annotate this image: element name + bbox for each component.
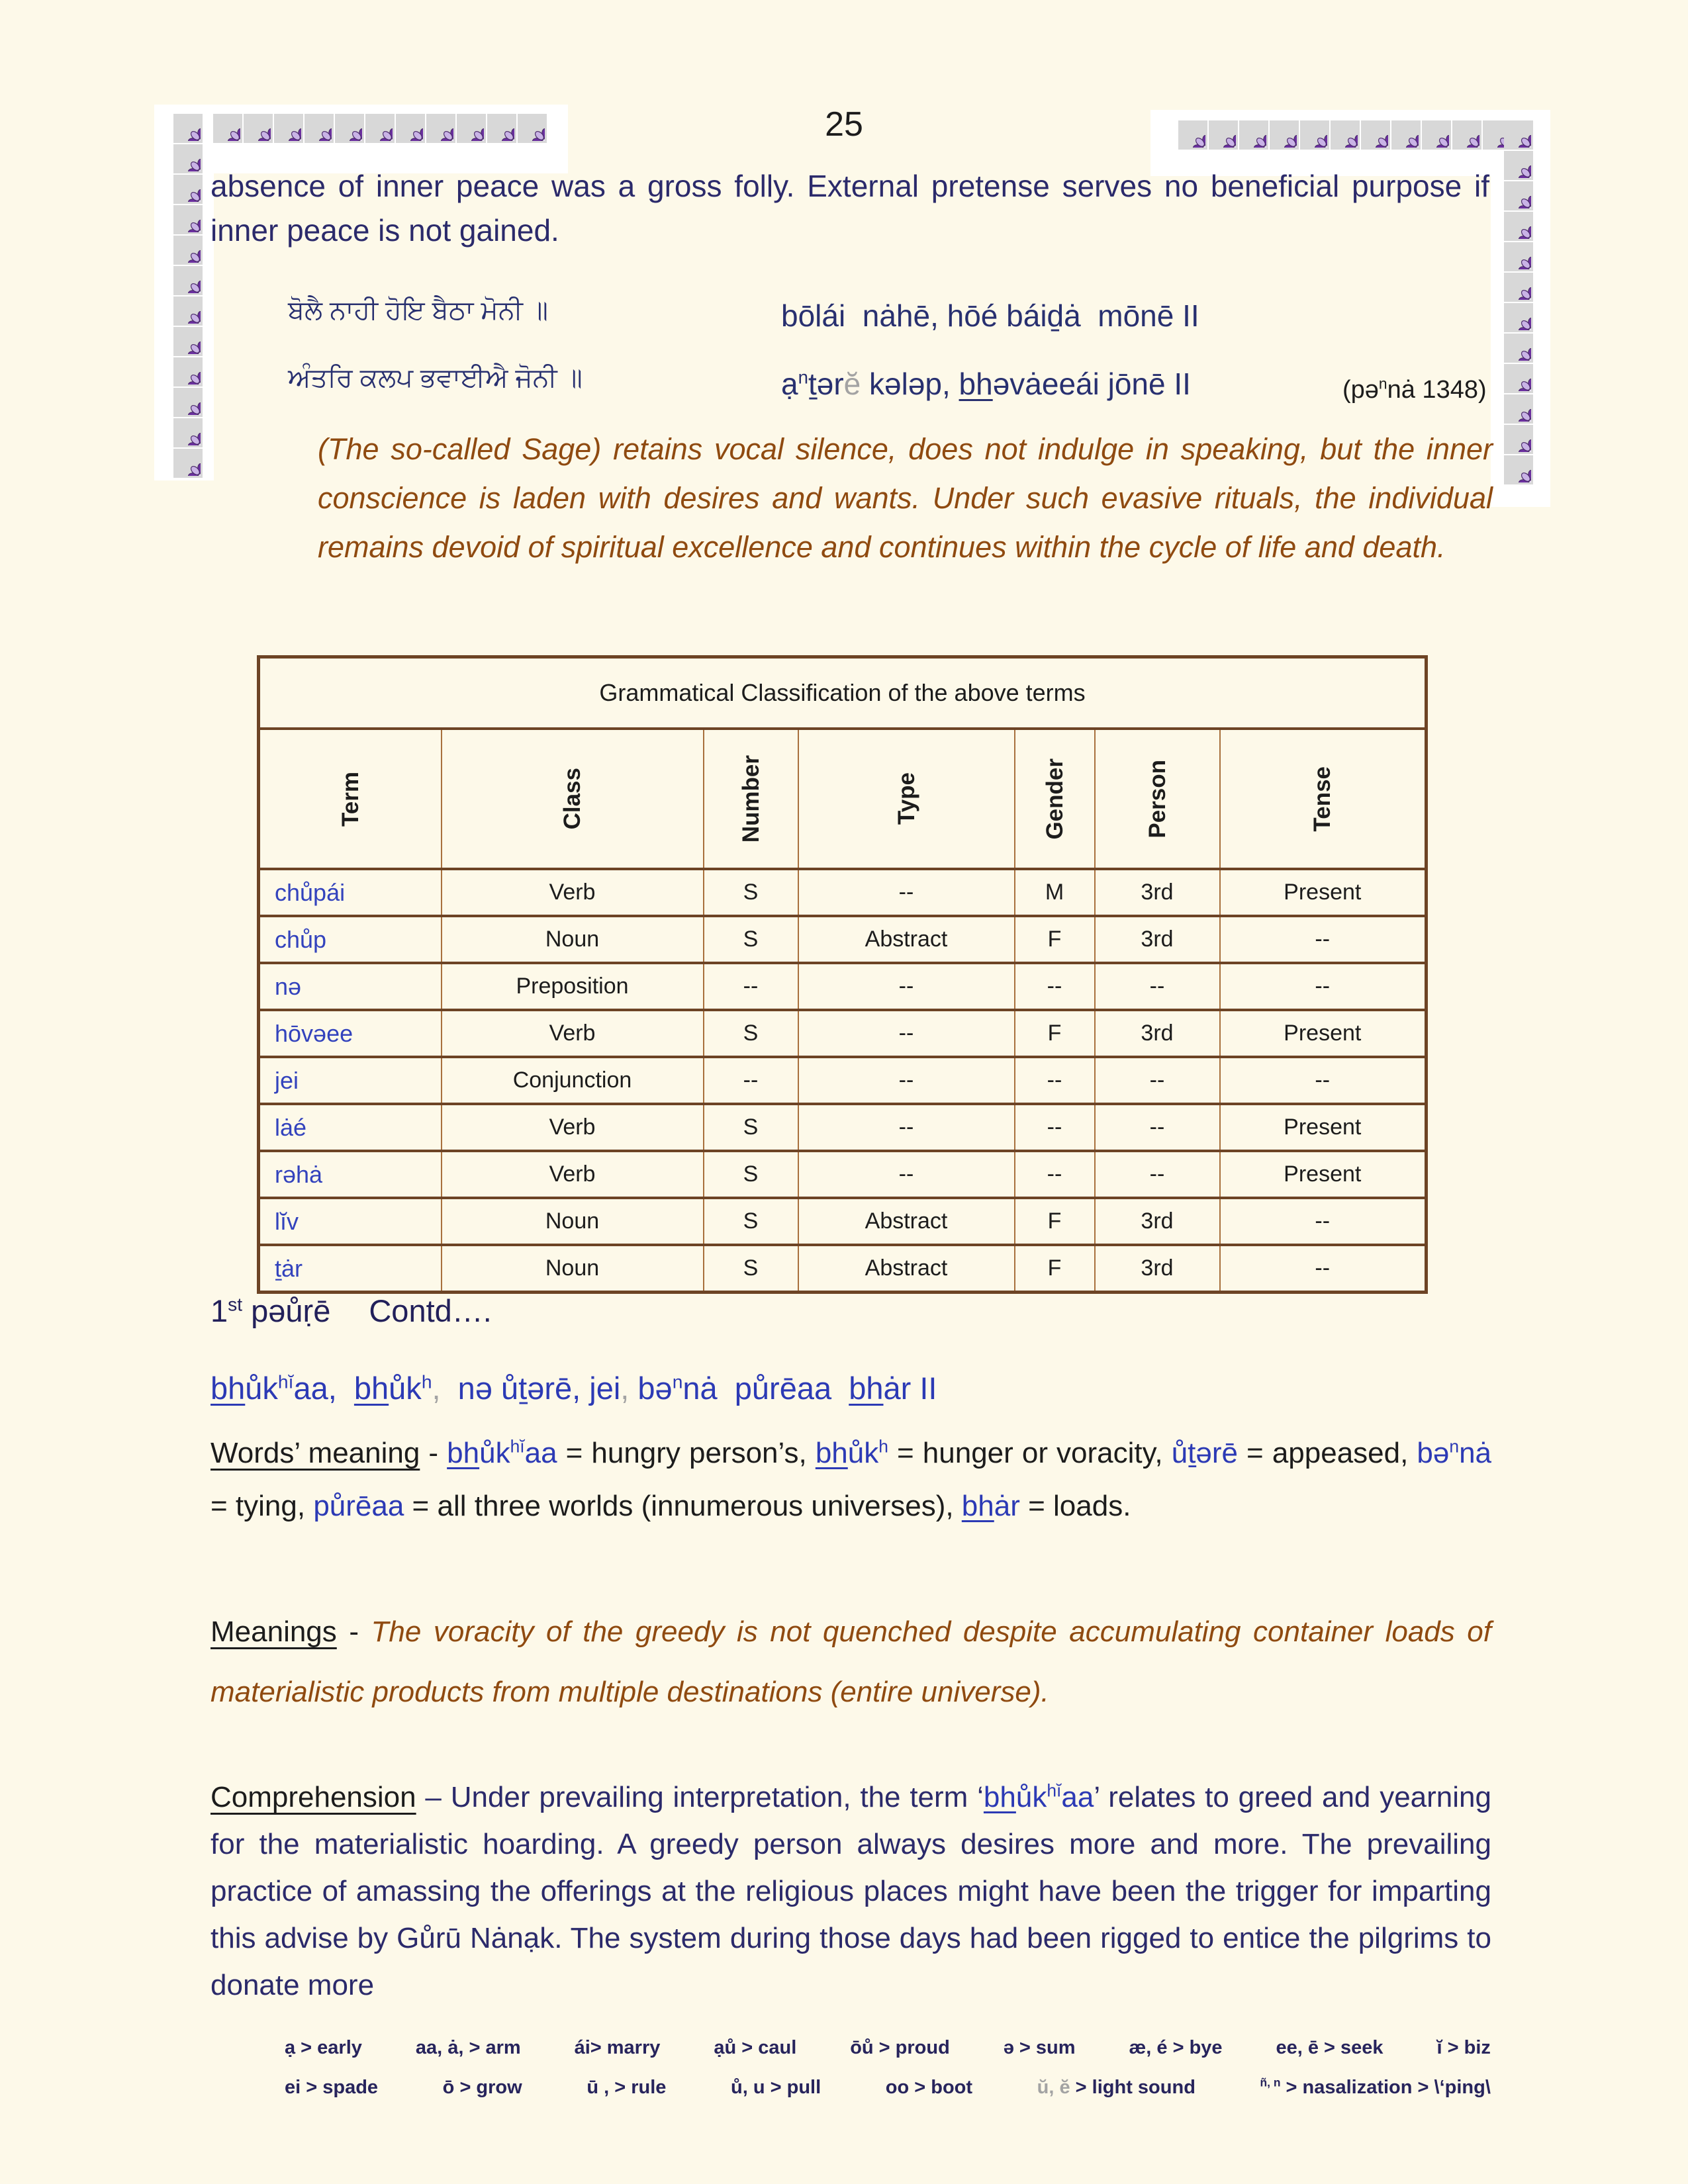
cell: -- (1220, 1198, 1427, 1245)
flower-icon (1504, 425, 1533, 454)
verse-translation: (The so-called Sage) retains vocal silence, does not indulge in speaking, but the inner conscience is laden with desires and wants. Under such evasive rituals, the individual remains devoid of spiritual excellence and continues within the cycle of life and death. (318, 432, 1493, 564)
pronunciation-key-line-1 (285, 2037, 1491, 2059)
flower-icon (1504, 212, 1533, 241)
cell: -- (1015, 1151, 1095, 1198)
flower-icon (173, 418, 203, 447)
cell: 3rd (1095, 916, 1220, 963)
flower-icon (1504, 455, 1533, 484)
cell: Verb (442, 1104, 704, 1151)
flower-icon (173, 388, 203, 417)
term-cell: rəhȧ (259, 1151, 442, 1198)
cell: -- (1015, 1057, 1095, 1104)
cell: F (1015, 1010, 1095, 1057)
flower-icon (173, 296, 203, 326)
cell: S (704, 1151, 798, 1198)
cell: -- (798, 1057, 1015, 1104)
cell: -- (1095, 1151, 1220, 1198)
pronunciation-key-item: ái> marry (574, 2037, 661, 2058)
flower-icon (173, 266, 203, 295)
words-meaning-paragraph: Words’ meaning - bhůk$^{hĭ}$aa = hungry person’s, bhůk$^h$ = hunger or voracity, ůṯərē = appeased, bə$^n$nȧ = tying, půrēaa = all three worlds (innumerous universes), bhȧr = loads. (211, 1436, 1492, 1522)
flower-icon (1504, 181, 1533, 210)
cell: S (704, 1010, 798, 1057)
flower-icon (173, 144, 203, 173)
term-cell: nə (259, 963, 442, 1010)
flower-icon (1504, 334, 1533, 363)
cell: Present (1220, 869, 1427, 916)
term-cell: lȧé (259, 1104, 442, 1151)
term-cell: chůpái (259, 869, 442, 916)
cell: Present (1220, 1151, 1427, 1198)
cell: Noun (442, 916, 704, 963)
cell: -- (1095, 963, 1220, 1010)
cell: -- (1095, 1057, 1220, 1104)
cell: M (1015, 869, 1095, 916)
gurmukhi-verse-line-2: ਅੰਤਰਿ ਕਲਪ ਭਵਾਈਐ ਜੋਨੀ ॥ (288, 363, 583, 392)
cell: -- (1220, 1245, 1427, 1293)
pronunciation-key-item: ō > grow (442, 2077, 522, 2098)
flower-icon (1504, 364, 1533, 393)
cell: F (1015, 1198, 1095, 1245)
cell: -- (1220, 916, 1427, 963)
intro-paragraph: absence of inner peace was a gross folly. External pretense serves no beneficial purpose if inner peace is not gained. (211, 169, 1489, 248)
flower-border-right (1504, 120, 1533, 484)
cell: S (704, 1104, 798, 1151)
grammar-table (257, 655, 1428, 1294)
cell: -- (1015, 963, 1095, 1010)
cell: -- (1220, 963, 1427, 1010)
table-row (259, 963, 1427, 1010)
table-header-row (259, 729, 1427, 869)
cell: Abstract (798, 1245, 1015, 1293)
flower-icon (173, 327, 203, 356)
table-row (259, 1010, 1427, 1057)
column-header-tense: Tense (1220, 729, 1427, 869)
phonetic-verse-line: bhůk$^{hĭ}$aa, bhůk$^h$, nə ůṯərē, jei, bə$^n$nȧ půrēaa bhȧr II (211, 1371, 937, 1406)
cell: Verb (442, 1151, 704, 1198)
cell: 3rd (1095, 1245, 1220, 1293)
flower-border-left (173, 114, 203, 478)
flower-icon (173, 175, 203, 204)
pronunciation-key-item: ů, u > pull (731, 2077, 821, 2098)
cell: Conjunction (442, 1057, 704, 1104)
cell: -- (1220, 1057, 1427, 1104)
pronunciation-key-line-2 (285, 2077, 1491, 2099)
term-cell: lĭv (259, 1198, 442, 1245)
cell: Verb (442, 869, 704, 916)
column-header-gender: Gender (1015, 729, 1095, 869)
pronunciation-key-item: ee, ē > seek (1276, 2037, 1383, 2058)
pronunciation-key-item: ū , > rule (586, 2077, 667, 2098)
cell: Noun (442, 1198, 704, 1245)
table-row (259, 1151, 1427, 1198)
flower-icon (173, 357, 203, 387)
cell: -- (1015, 1104, 1095, 1151)
cell: -- (798, 1104, 1015, 1151)
cell: F (1015, 916, 1095, 963)
cell: 3rd (1095, 1010, 1220, 1057)
transliteration-line-1: bōlái nȧhē, hōé báiḏȧ mōnē II (781, 298, 1199, 333)
scripture-page-reference: (pə$^n$nȧ 1348) (1342, 375, 1487, 404)
pronunciation-key-item: aa, ȧ, > arm (415, 2037, 521, 2058)
meanings-paragraph: Meanings - The voracity of the greedy is not quenched despite accumulating container loads of materialistic products from multiple destinations (entire universe). (211, 1615, 1492, 1708)
cell: Abstract (798, 916, 1015, 963)
table-title-row (259, 657, 1427, 729)
cell: -- (704, 963, 798, 1010)
comprehension-paragraph: Comprehension – Under prevailing interpretation, the term ‘bhůk$^{hĭ}$aa’ relates to greed and yearning for the materialistic hoarding. A greedy person always desires more and more. The prevailing practice of amassing the offerings at the religious places might have been the trigger for imparting this advise by Gůrū Nȧnạk. The system during those days had been rigged to entice the pilgrims to donate more (211, 1780, 1491, 2001)
flower-icon (173, 236, 203, 265)
cell: -- (798, 1010, 1015, 1057)
flower-icon (173, 449, 203, 478)
cell: Present (1220, 1010, 1427, 1057)
pronunciation-key-item: ŭ, ĕ > light sound (1037, 2077, 1196, 2098)
cell: Present (1220, 1104, 1427, 1151)
flower-icon (1504, 394, 1533, 424)
cell: S (704, 916, 798, 963)
term-cell: ṯȧr (259, 1245, 442, 1293)
cell: -- (798, 1151, 1015, 1198)
flower-icon (173, 205, 203, 234)
cell: S (704, 1198, 798, 1245)
cell: S (704, 1245, 798, 1293)
table-row (259, 869, 1427, 916)
pauri-continuation-heading: 1st pəůṛē Contd…. (211, 1293, 492, 1328)
pronunciation-key-item: æ, é > bye (1129, 2037, 1223, 2058)
column-header-number: Number (704, 729, 798, 869)
table-row (259, 1104, 1427, 1151)
pronunciation-key-item: oo > boot (885, 2077, 973, 2098)
column-header-class: Class (442, 729, 704, 869)
table-title: Grammatical Classification of the above terms (259, 657, 1427, 729)
column-header-term: Term (259, 729, 442, 869)
flower-icon (1504, 273, 1533, 302)
table-row (259, 1198, 1427, 1245)
flower-icon (1504, 151, 1533, 180)
pronunciation-key-item: ạ > early (285, 2037, 362, 2058)
page-number: 25 (825, 105, 863, 144)
cell: S (704, 869, 798, 916)
pronunciation-key-item: ei > spade (285, 2077, 379, 2098)
pronunciation-key-item: ĭ > biz (1436, 2037, 1491, 2058)
cell: -- (798, 869, 1015, 916)
term-cell: hōvəee (259, 1010, 442, 1057)
cell: 3rd (1095, 869, 1220, 916)
transliteration-line-2: ạ$^n$ṯərĕ kələp, bhəvȧeeái jōnē II (781, 367, 1191, 401)
table-row (259, 1245, 1427, 1293)
term-cell: jei (259, 1057, 442, 1104)
pronunciation-key-item: $^{ñ, n}$ > nasalization > \‘ping\ (1260, 2075, 1491, 2098)
gurmukhi-verse-line-1: ਬੋਲੈ ਨਾਹੀ ਹੋਇ ਬੈਠਾ ਮੋਨੀ ॥ (288, 296, 548, 325)
cell: -- (798, 963, 1015, 1010)
cell: -- (704, 1057, 798, 1104)
flower-icon (1504, 242, 1533, 271)
column-header-person: Person (1095, 729, 1220, 869)
cell: 3rd (1095, 1198, 1220, 1245)
column-header-type: Type (798, 729, 1015, 869)
cell: -- (1095, 1104, 1220, 1151)
pronunciation-key-item: ōů > proud (850, 2037, 950, 2058)
cell: Abstract (798, 1198, 1015, 1245)
cell: Verb (442, 1010, 704, 1057)
term-cell: chůp (259, 916, 442, 963)
table-row (259, 1057, 1427, 1104)
pronunciation-key-item: ə > sum (1003, 2037, 1076, 2058)
cell: Noun (442, 1245, 704, 1293)
flower-icon (1504, 303, 1533, 332)
table-row (259, 916, 1427, 963)
cell: Preposition (442, 963, 704, 1010)
cell: F (1015, 1245, 1095, 1293)
pronunciation-key-item: ạů > caul (714, 2037, 797, 2058)
